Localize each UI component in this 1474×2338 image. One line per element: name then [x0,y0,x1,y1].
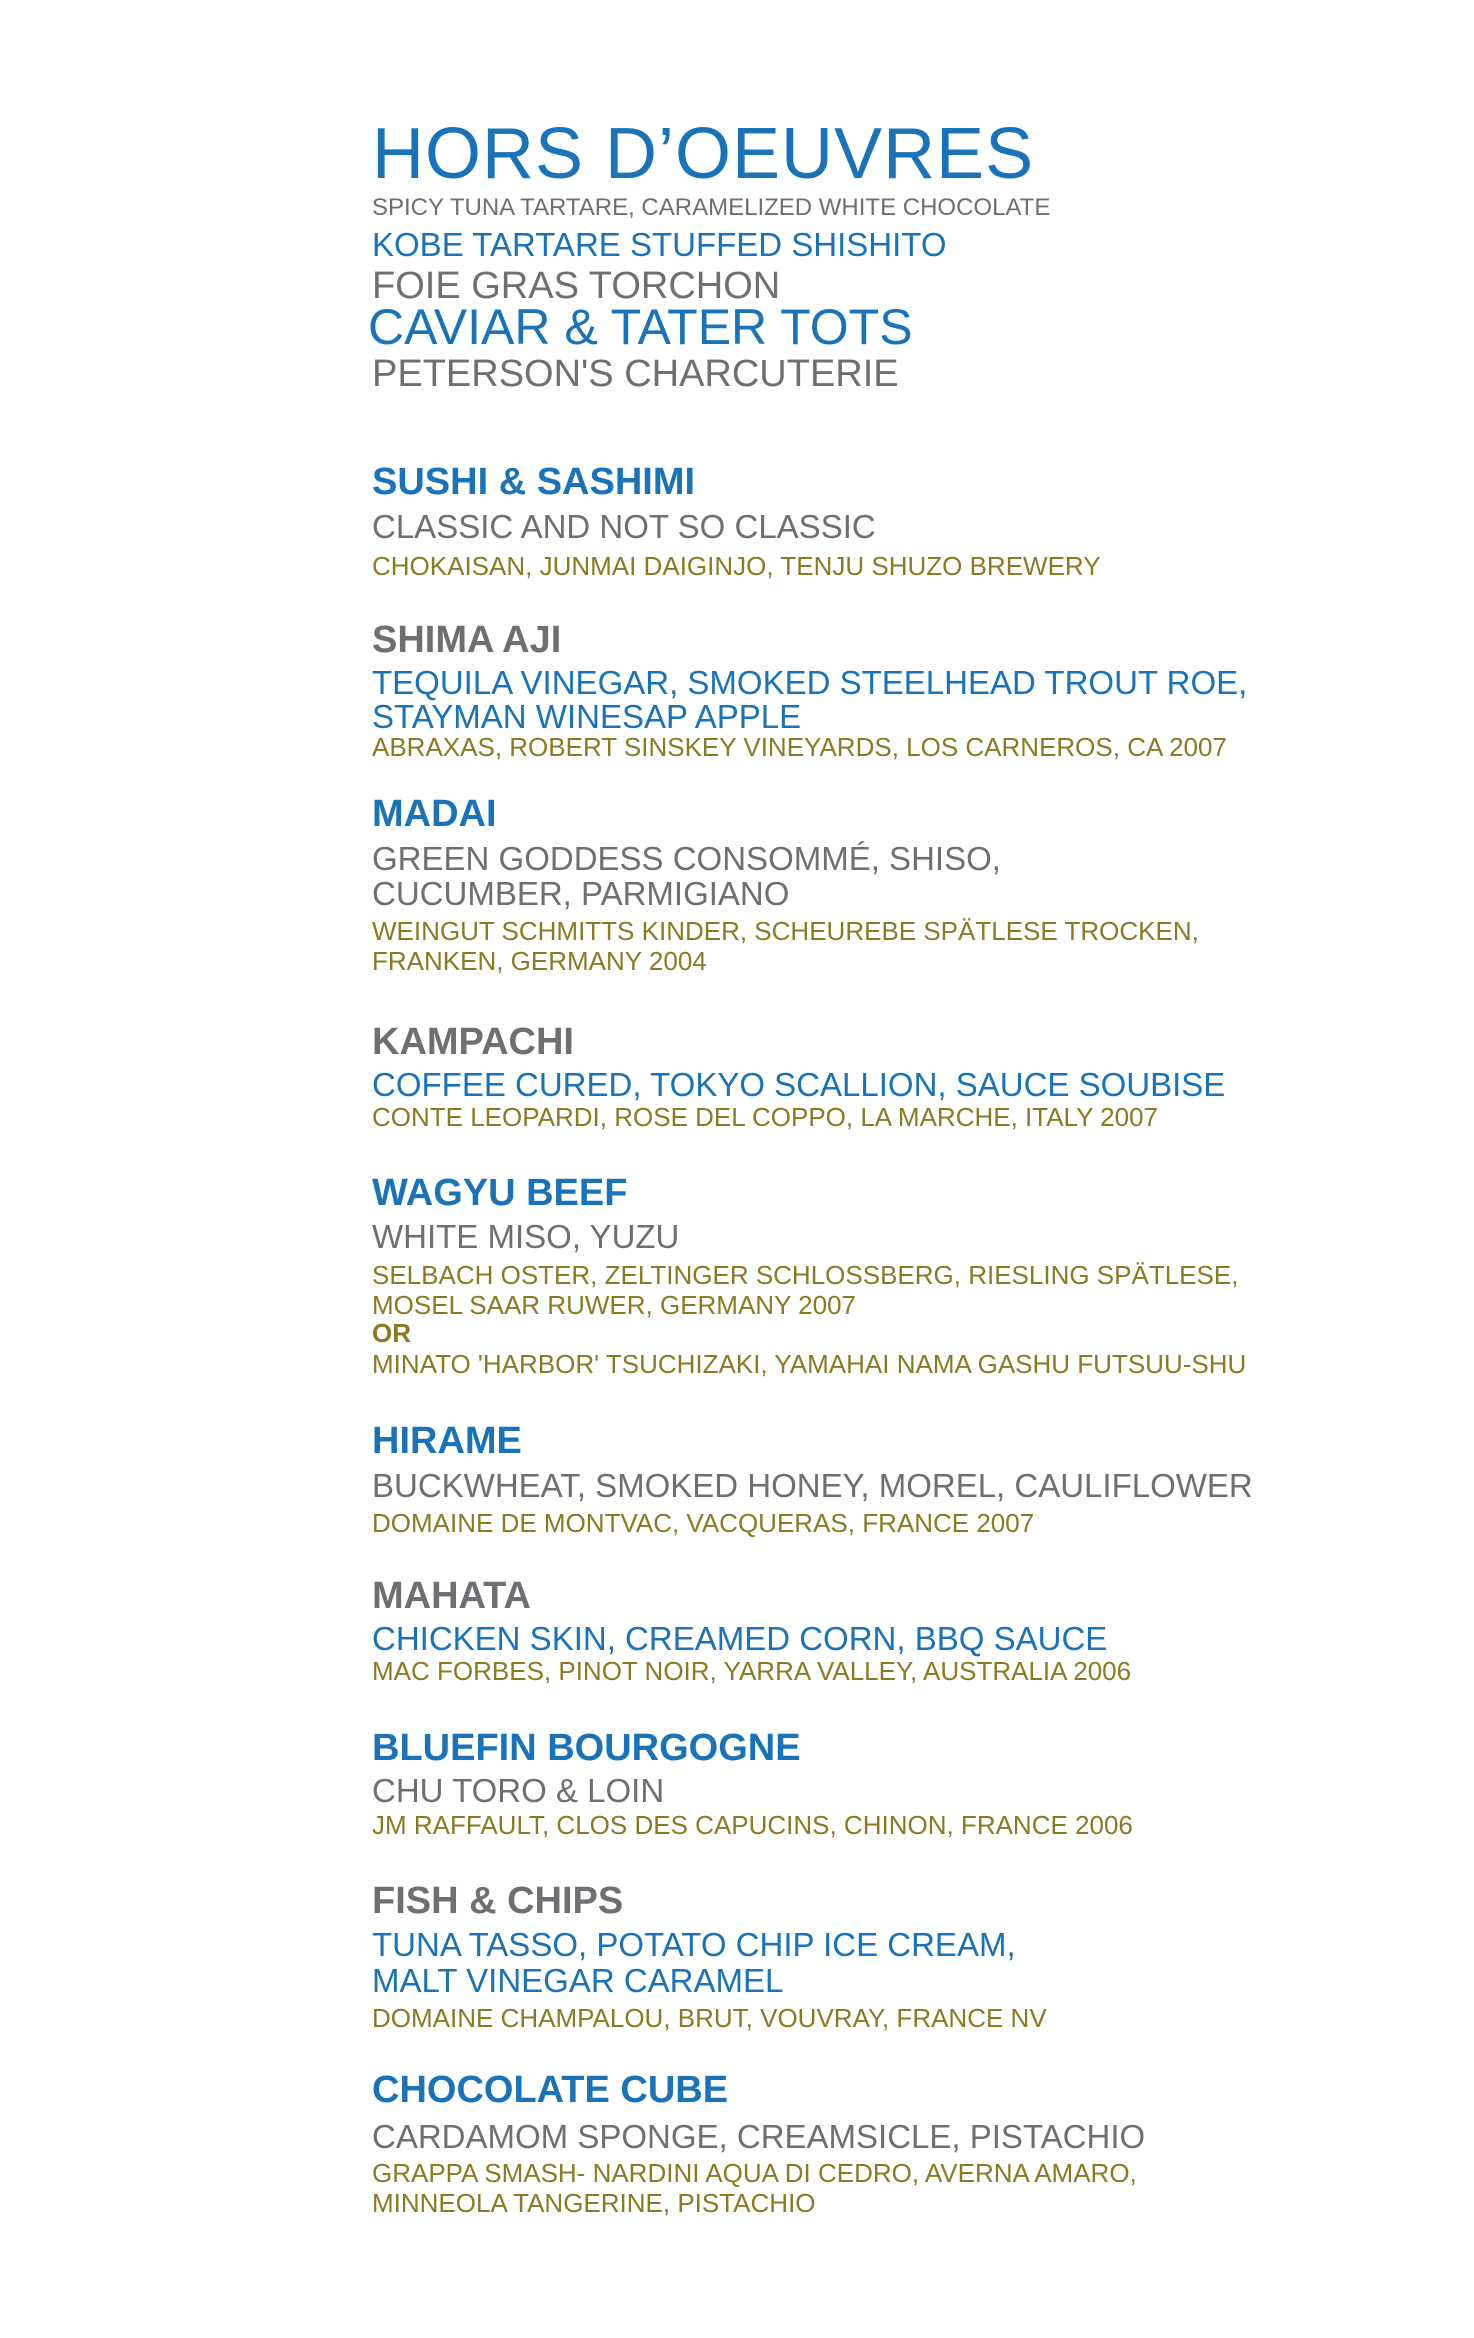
wine-pairing: FRANKEN, GERMANY 2004 [372,946,707,976]
course-description: STAYMAN WINESAP APPLE [372,698,802,735]
wine-pairing: SELBACH OSTER, ZELTINGER SCHLOSSBERG, RIESLING SPÄTLESE, [372,1260,1239,1290]
course-description: CUCUMBER, PARMIGIANO [372,875,790,912]
wine-pairing: MAC FORBES, PINOT NOIR, YARRA VALLEY, AUSTRALIA 2006 [372,1656,1132,1686]
course-name: FISH & CHIPS [372,1880,624,1922]
hors-item: KOBE TARTARE STUFFED SHISHITO [372,226,947,263]
course-name: SUSHI & SASHIMI [372,461,696,503]
course-description: CARDAMOM SPONGE, CREAMSICLE, PISTACHIO [372,2118,1146,2155]
course-description: COFFEE CURED, TOKYO SCALLION, SAUCE SOUBISE [372,1066,1226,1103]
wine-pairing: ABRAXAS, ROBERT SINSKEY VINEYARDS, LOS CARNEROS, CA 2007 [372,732,1227,762]
course-name: HIRAME [372,1420,522,1462]
wine-pairing: MINNEOLA TANGERINE, PISTACHIO [372,2188,816,2218]
section-title-hors-doeuvres: HORS D’OEUVRES [372,114,1035,194]
hors-item: SPICY TUNA TARTARE, CARAMELIZED WHITE CHOCOLATE [372,194,1051,221]
course-name: BLUEFIN BOURGOGNE [372,1727,801,1769]
hors-item: FOIE GRAS TORCHON [372,265,781,307]
course-name: KAMPACHI [372,1021,574,1063]
wine-pairing: JM RAFFAULT, CLOS DES CAPUCINS, CHINON, FRANCE 2006 [372,1810,1133,1840]
course-name: SHIMA AJI [372,619,562,661]
course-name: CHOCOLATE CUBE [372,2069,729,2111]
course-name: MAHATA [372,1575,531,1617]
wine-pairing: CHOKAISAN, JUNMAI DAIGINJO, TENJU SHUZO BREWERY [372,551,1101,581]
course-description: CHU TORO & LOIN [372,1772,665,1809]
course-description: TEQUILA VINEGAR, SMOKED STEELHEAD TROUT ROE, [372,664,1248,701]
wine-pairing: WEINGUT SCHMITTS KINDER, SCHEUREBE SPÄTLESE TROCKEN, [372,916,1199,946]
wine-pairing: DOMAINE DE MONTVAC, VACQUERAS, FRANCE 2007 [372,1508,1035,1538]
course-description: CHICKEN SKIN, CREAMED CORN, BBQ SAUCE [372,1620,1108,1657]
course-description: TUNA TASSO, POTATO CHIP ICE CREAM, [372,1926,1016,1963]
wine-pairing: GRAPPA SMASH- NARDINI AQUA DI CEDRO, AVERNA AMARO, [372,2158,1137,2188]
wine-pairing: DOMAINE CHAMPALOU, BRUT, VOUVRAY, FRANCE NV [372,2003,1047,2033]
course-description: BUCKWHEAT, SMOKED HONEY, MOREL, CAULIFLOWER [372,1467,1253,1504]
course-description: GREEN GODDESS CONSOMMÉ, SHISO, [372,840,1001,877]
hors-item: CAVIAR & TATER TOTS [368,299,913,355]
wine-pairing: MOSEL SAAR RUWER, GERMANY 2007 [372,1290,857,1320]
course-name: WAGYU BEEF [372,1172,628,1214]
wine-pairing: CONTE LEOPARDI, ROSE DEL COPPO, LA MARCHE, ITALY 2007 [372,1102,1159,1132]
course-description: WHITE MISO, YUZU [372,1218,680,1255]
course-description: MALT VINEGAR CARAMEL [372,1962,784,1999]
wine-or-label: OR [372,1318,411,1348]
course-description: CLASSIC AND NOT SO CLASSIC [372,508,876,545]
course-name: MADAI [372,793,497,835]
wine-pairing-alt: MINATO 'HARBOR' TSUCHIZAKI, YAMAHAI NAMA GASHU FUTSUU-SHU [372,1349,1247,1379]
hors-item: PETERSON'S CHARCUTERIE [372,353,899,395]
